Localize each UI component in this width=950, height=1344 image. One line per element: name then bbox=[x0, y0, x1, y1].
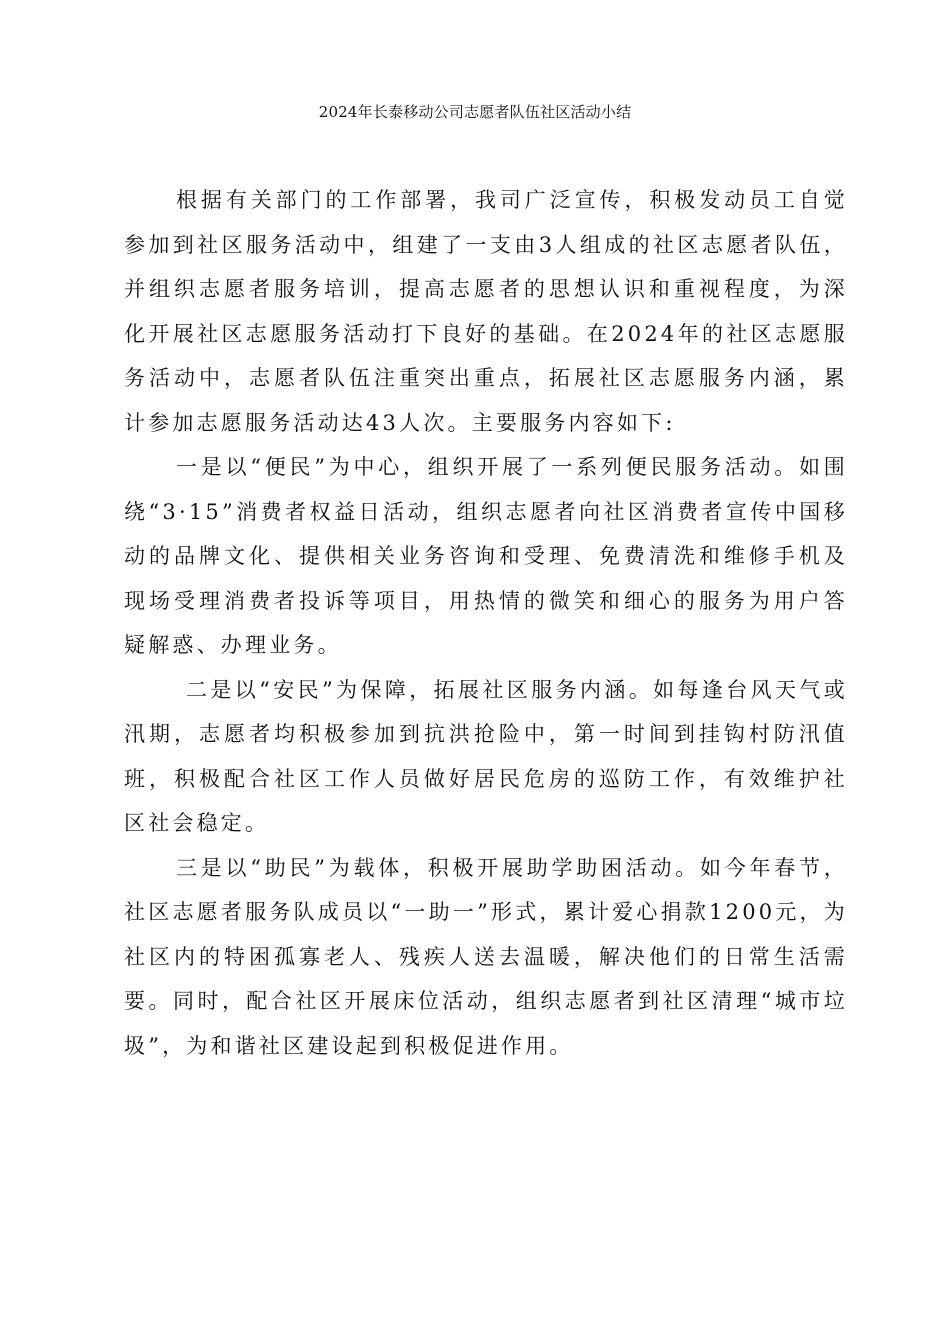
paragraph-intro: 根据有关部门的工作部署，我司广泛宣传，积极发动员工自觉参加到社区服务活动中，组建了一支由3人组成的社区志愿者队伍，并组织志愿者服务培训，提高志愿者的思想认识和重视程度，为深化开展社区志愿服务活动打下良好的基础。在2024年的社区志愿服务活动中，志愿者队伍注重突出重点，拓展社区志愿服务内涵，累计参加志愿服务活动达43人次。主要服务内容如下: bbox=[124, 188, 848, 435]
paragraph-assistance: 三是以“助民”为载体，积极开展助学助困活动。如今年春节，社区志愿者服务队成员以“一助一”形式，累计爱心捐款1200元，为社区内的特困孤寡老人、残疾人送去温暖，解决他们的日常生活需要。同时，配合社区开展床位活动，组织志愿者到社区清理“城市垃圾”，为和谐社区建设起到积极促进作用。 bbox=[124, 855, 848, 1058]
document-title: 2024年长泰移动公司志愿者队伍社区活动小结 bbox=[318, 103, 632, 121]
paragraph-safety: 二是以“安民”为保障，拓展社区服务内涵。如每逢台风天气或汛期，志愿者均积极参加到抗洪抢险中，第一时间到挂钩村防汛值班，积极配合社区工作人员做好居民危房的巡防工作，有效维护社区社会稳定。 bbox=[124, 677, 848, 835]
document-body bbox=[124, 178, 848, 1068]
paragraph-convenience: 一是以“便民”为中心，组织开展了一系列便民服务活动。如围绕“3·15”消费者权益日活动，组织志愿者向社区消费者宣传中国移动的品牌文化、提供相关业务咨询和受理、免费清洗和维修手机及现场受理消费者投诉等项目，用热情的微笑和细心的服务为用户答疑解惑、办理业务。 bbox=[124, 455, 848, 657]
